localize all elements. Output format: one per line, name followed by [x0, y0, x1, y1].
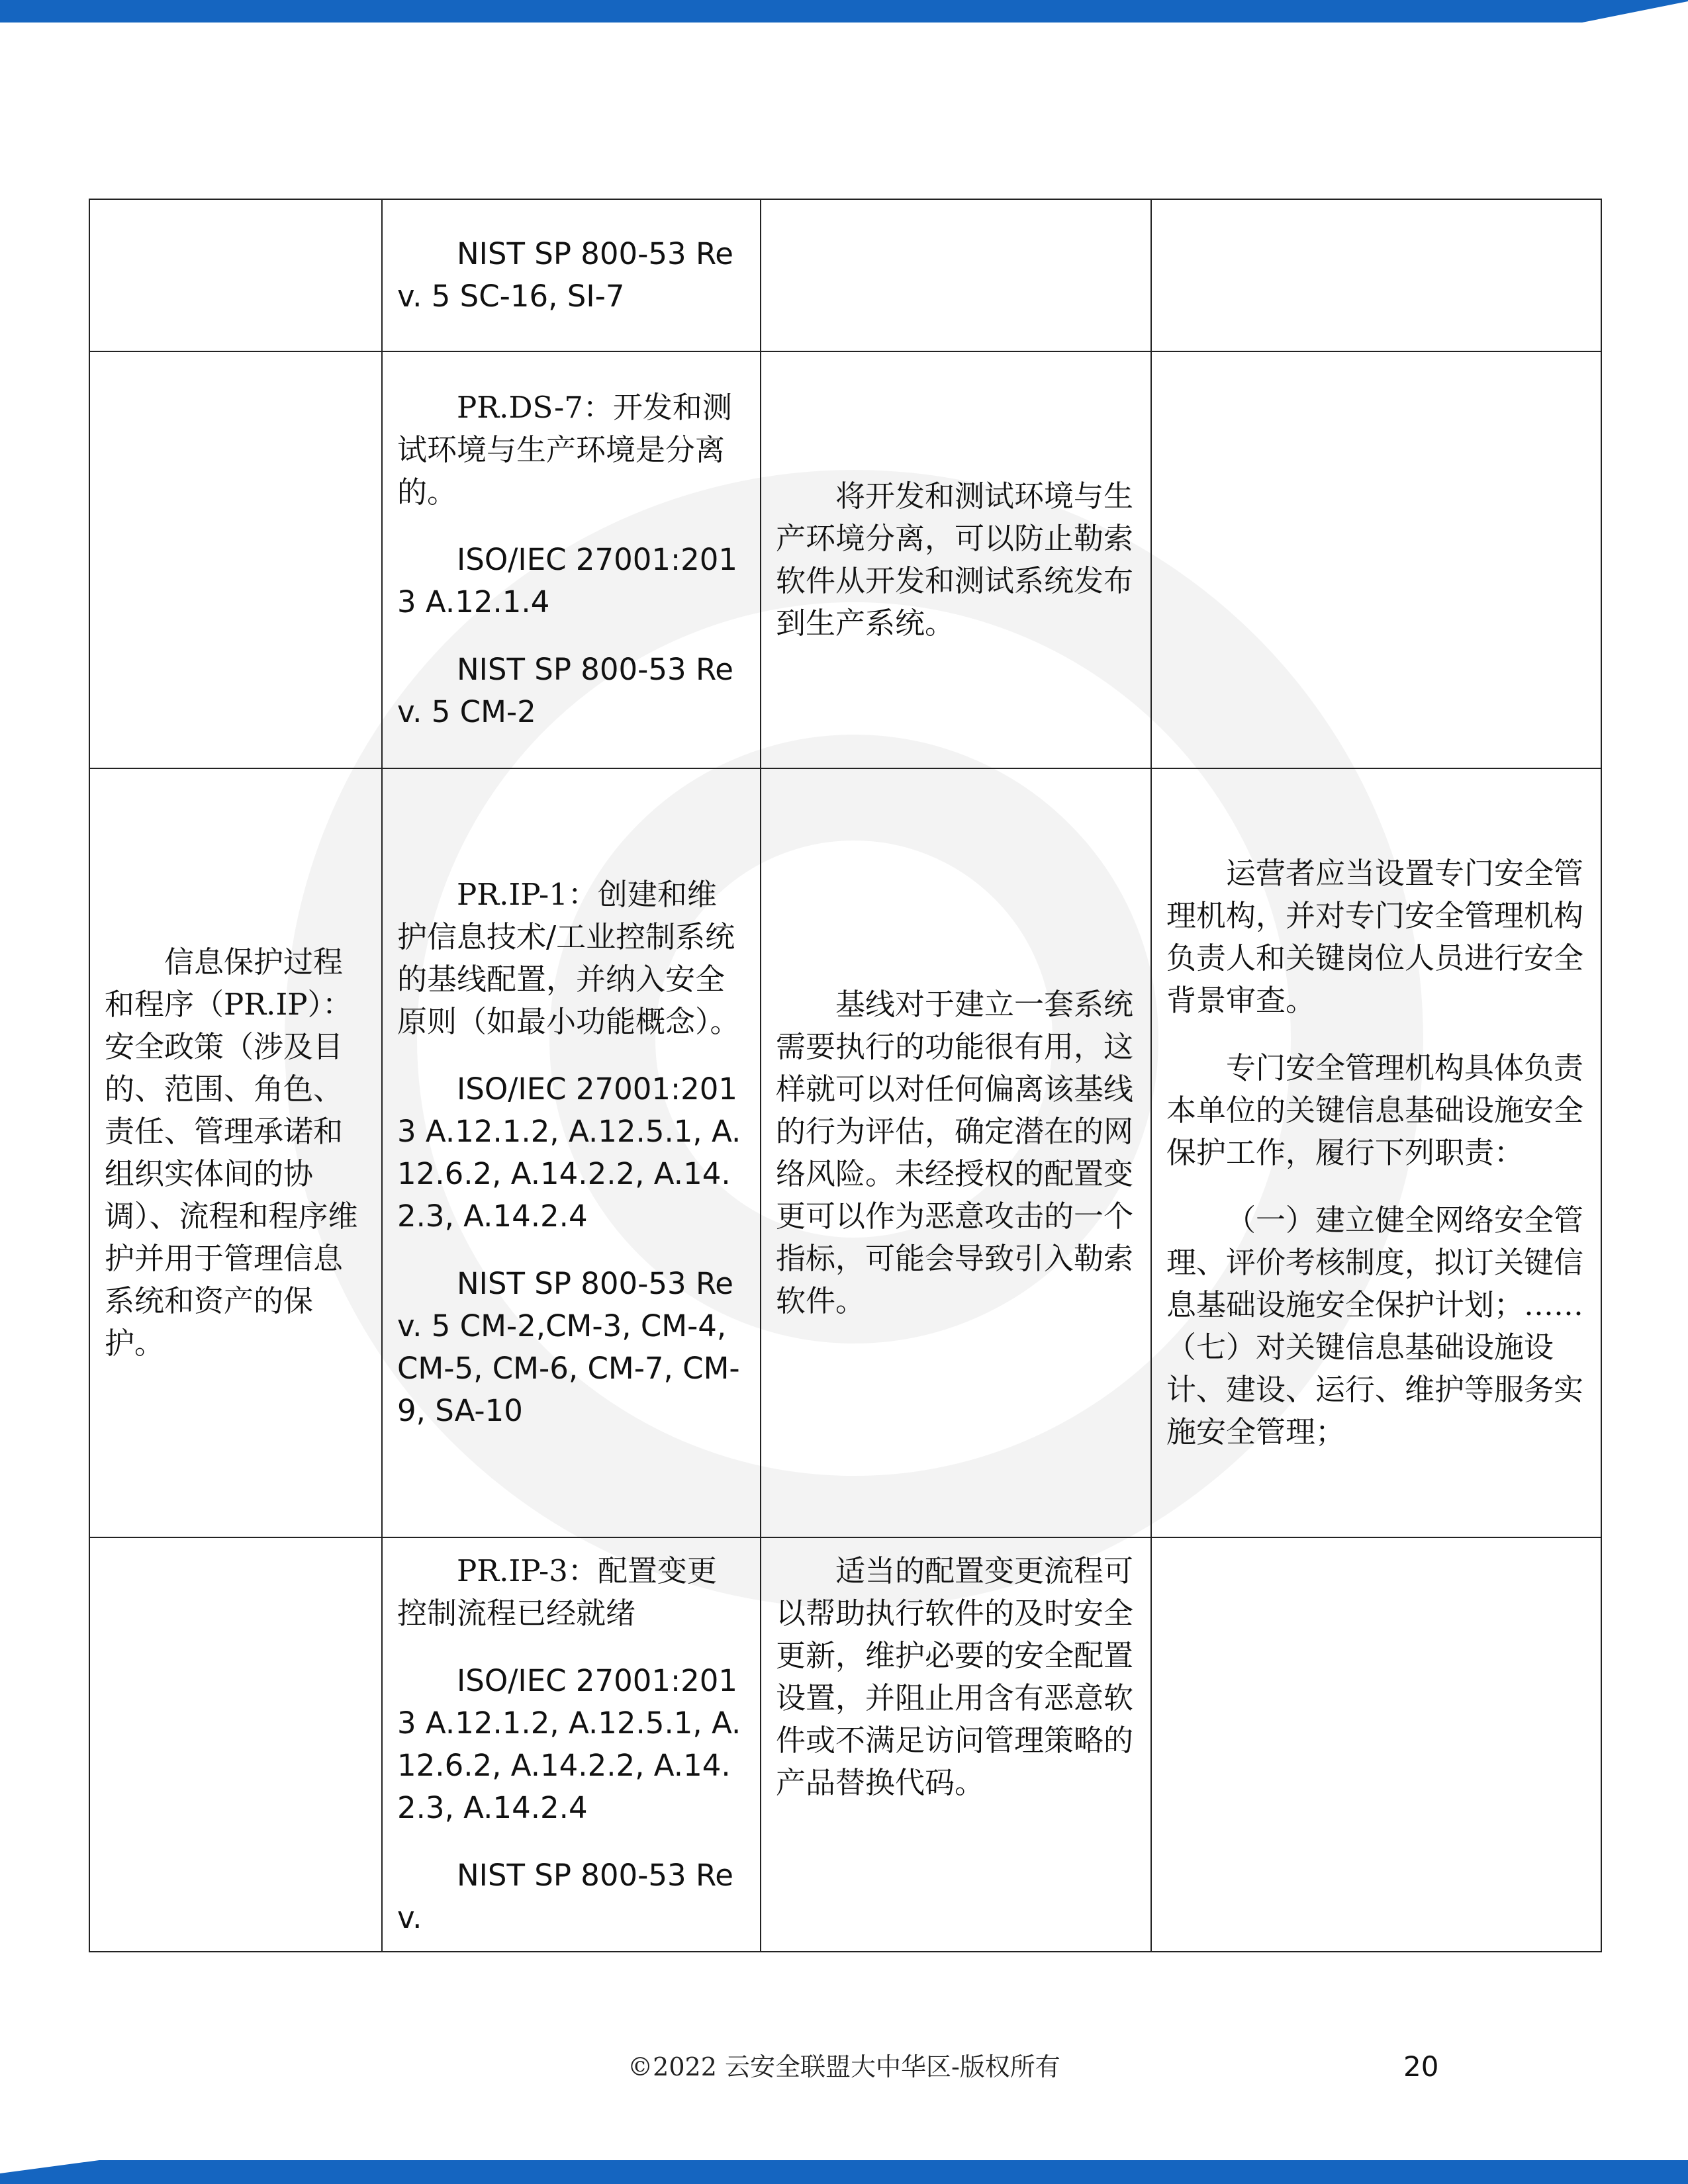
requirement-cell: [1151, 768, 1601, 1537]
requirement-cell: [1151, 1537, 1601, 1952]
reference-paragraph: NIST SP 800-53 Rev. 5 CM-2,CM-3, CM-4, CM-5, CM-6, CM-7, CM-9, SA-10: [397, 1266, 740, 1428]
reference-paragraph: ISO/IEC 27001:2013 A.12.1.4: [397, 542, 738, 619]
requirement-paragraph: 运营者应当设置专门安全管理机构，并对专门安全管理机构负责人和关键岗位人员进行安全背景审查。: [1166, 856, 1584, 1018]
category-cell: [89, 351, 382, 768]
reference-paragraph: NIST SP 800-53 Rev. 5 CM-2: [397, 652, 733, 729]
category-cell: [89, 199, 382, 351]
reference-paragraph: PR.IP-3：配置变更控制流程已经就绪: [397, 1553, 717, 1631]
reference-cell: [382, 199, 761, 351]
reference-paragraph: PR.DS-7：开发和测试环境与生产环境是分离的。: [397, 390, 732, 510]
rationale-cell: [761, 768, 1151, 1537]
table-row: [89, 1537, 1601, 1952]
rationale-paragraph: 适当的配置变更流程可以帮助执行软件的及时安全更新，维护必要的安全配置设置，并阻止用含有恶意软件或不满足访问管理策略的产品替换代码。: [776, 1553, 1134, 1800]
reference-cell: [382, 351, 761, 768]
bottom-decorative-band: [0, 2154, 1688, 2184]
reference-cell: [382, 768, 761, 1537]
rationale-cell: [761, 199, 1151, 351]
category-paragraph: 信息保护过程和程序（PR.IP）：安全政策（涉及目的、范围、角色、责任、管理承诺和组织实体间的协调）、流程和程序维护并用于管理信息系统和资产的保护。: [105, 944, 358, 1361]
reference-cell: [382, 1537, 761, 1952]
reference-paragraph: NIST SP 800-53 Rev.: [397, 1858, 733, 1935]
reference-paragraph: PR.IP-1：创建和维护信息技术/工业控制系统的基线配置，并纳入安全原则（如最小功能概念）。: [397, 877, 740, 1039]
reference-paragraph: ISO/IEC 27001:2013 A.12.1.2, A.12.5.1, A.12.6.2, A.14.2.2, A.14.2.3, A.14.2.4: [397, 1071, 741, 1234]
requirement-paragraph: 专门安全管理机构具体负责本单位的关键信息基础设施安全保护工作，履行下列职责：: [1166, 1050, 1584, 1170]
table-row: [89, 768, 1601, 1537]
requirement-cell: [1151, 351, 1601, 768]
table-row: [89, 351, 1601, 768]
category-cell: [89, 1537, 382, 1952]
table-row: [89, 199, 1601, 351]
requirement-cell: [1151, 199, 1601, 351]
rationale-paragraph: 基线对于建立一套系统需要执行的功能很有用，这样就可以对任何偏离该基线的行为评估，确定潜在的网络风险。未经授权的配置变更可以作为恶意攻击的一个指标，可能会导致引入勒索软件。: [776, 987, 1134, 1318]
page-number: 20: [1403, 2050, 1439, 2083]
rationale-cell: [761, 351, 1151, 768]
control-mapping-table: [89, 199, 1602, 1952]
rationale-cell: [761, 1537, 1151, 1952]
top-decorative-band: [0, 0, 1688, 26]
footer-copyright: ©2022 云安全联盟大中华区-版权所有: [628, 2052, 1060, 2081]
requirement-paragraph: （一）建立健全网络安全管理、评价考核制度，拟订关键信息基础设施安全保护计划；……（七）对关键信息基础设施设计、建设、运行、维护等服务实施安全管理；: [1166, 1203, 1584, 1449]
reference-paragraph: ISO/IEC 27001:2013 A.12.1.2, A.12.5.1, A.12.6.2, A.14.2.2, A.14.2.3, A.14.2.4: [397, 1663, 741, 1825]
reference-paragraph: NIST SP 800-53 Rev. 5 SC-16, SI-7: [397, 236, 733, 314]
rationale-paragraph: 将开发和测试环境与生产环境分离，可以防止勒索软件从开发和测试系统发布到生产系统。: [776, 478, 1134, 641]
category-cell: [89, 768, 382, 1537]
